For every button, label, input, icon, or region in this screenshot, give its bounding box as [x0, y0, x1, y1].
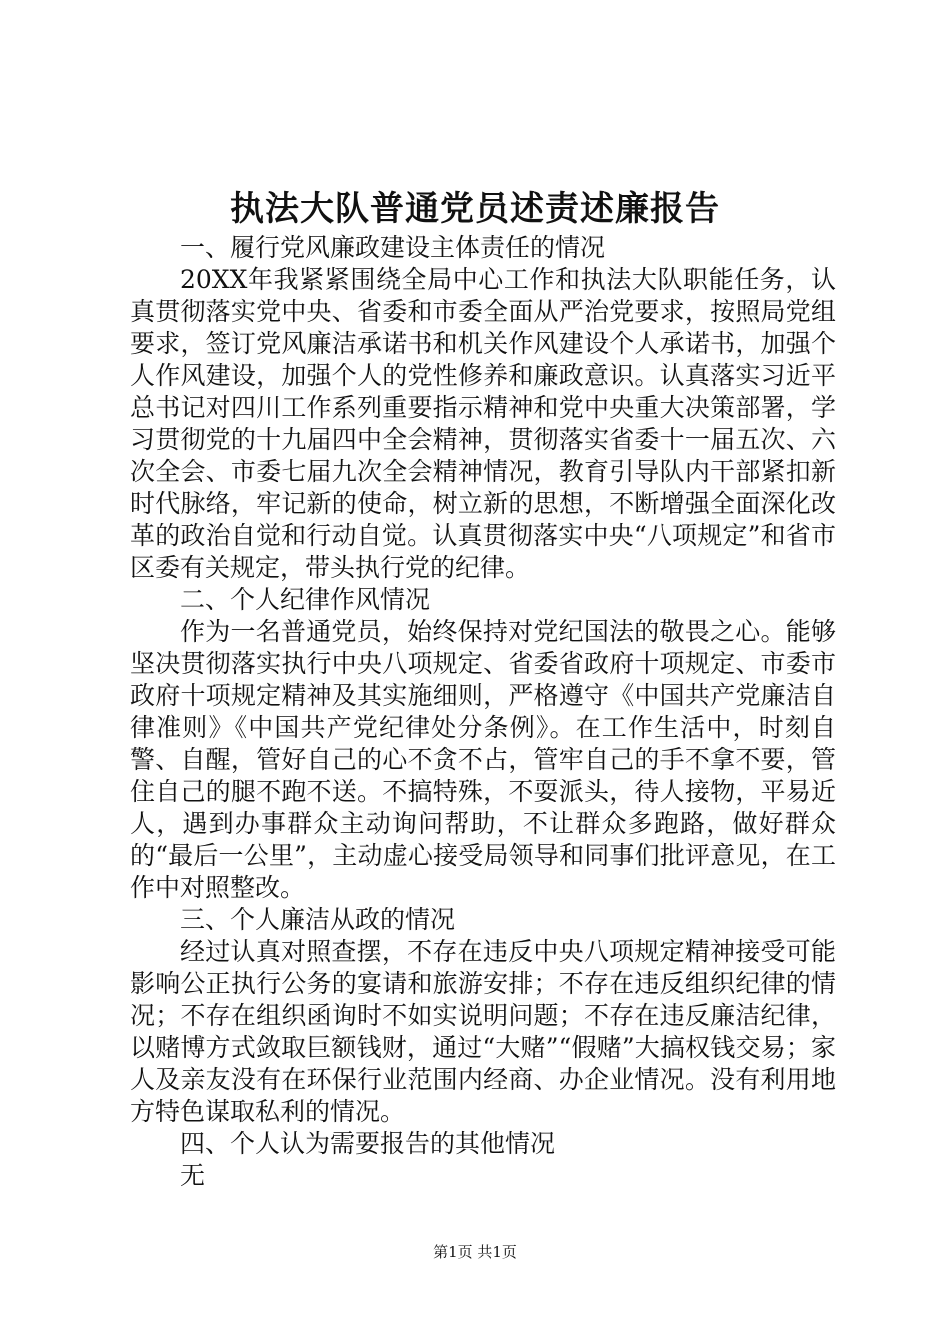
document-body: [130, 232, 836, 1192]
section-heading-4: 四、个人认为需要报告的其他情况: [180, 1129, 556, 1158]
page-footer: 第1页 共1页: [433, 1243, 517, 1261]
document-title: 执法大队普通党员述责述廉报告: [230, 189, 720, 229]
paragraph-4: 无: [180, 1161, 206, 1190]
paragraph-3: 经过认真对照查摆，不存在违反中央八项规定精神接受可能影响公正执行公务的宴请和旅游安排；不存在违反组织纪律的情况；不存在组织函询时不如实说明问题；不存在违反廉洁纪律，以赌博方式敛取巨额钱财，通过“大赌”“假赌”大搞权钱交易；家人及亲友没有在环保行业范围内经商、办企业情况。没有利用地方特色谋取私利的情况。: [130, 937, 836, 1126]
section-heading-2: 二、个人纪律作风情况: [180, 585, 431, 614]
paragraph-1: 20XX年我紧紧围绕全局中心工作和执法大队职能任务，认真贯彻落实党中央、省委和市委全面从严治党要求，按照局党组要求，签订党风廉洁承诺书和机关作风建设个人承诺书，加强个人作风建设，加强个人的党性修养和廉政意识。认真落实习近平总书记对四川工作系列重要指示精神和党中央重大决策部署，学习贯彻党的十九届四中全会精神，贯彻落实省委十一届五次、六次全会、市委七届九次全会精神情况，教育引导队内干部紧扣新时代脉络，牢记新的使命，树立新的思想，不断增强全面深化改革的政治自觉和行动自觉。认真贯彻落实中央“八项规定”和省市区委有关规定，带头执行党的纪律。: [130, 265, 836, 582]
paragraph-2: 作为一名普通党员，始终保持对党纪国法的敬畏之心。能够坚决贯彻落实执行中央八项规定、省委省政府十项规定、市委市政府十项规定精神及其实施细则，严格遵守《中国共产党廉洁自律准则》《中国共产党纪律处分条例》。在工作生活中，时刻自警、自醒，管好自己的心不贪不占，管牢自己的手不拿不要，管住自己的腿不跑不送。不搞特殊，不耍派头，待人接物，平易近人，遇到办事群众主动询问帮助，不让群众多跑路，做好群众的“最后一公里”，主动虚心接受局领导和同事们批评意见，在工作中对照整改。: [130, 617, 836, 902]
section-heading-3: 三、个人廉洁从政的情况: [180, 905, 456, 934]
section-heading-1: 一、履行党风廉政建设主体责任的情况: [180, 233, 606, 262]
